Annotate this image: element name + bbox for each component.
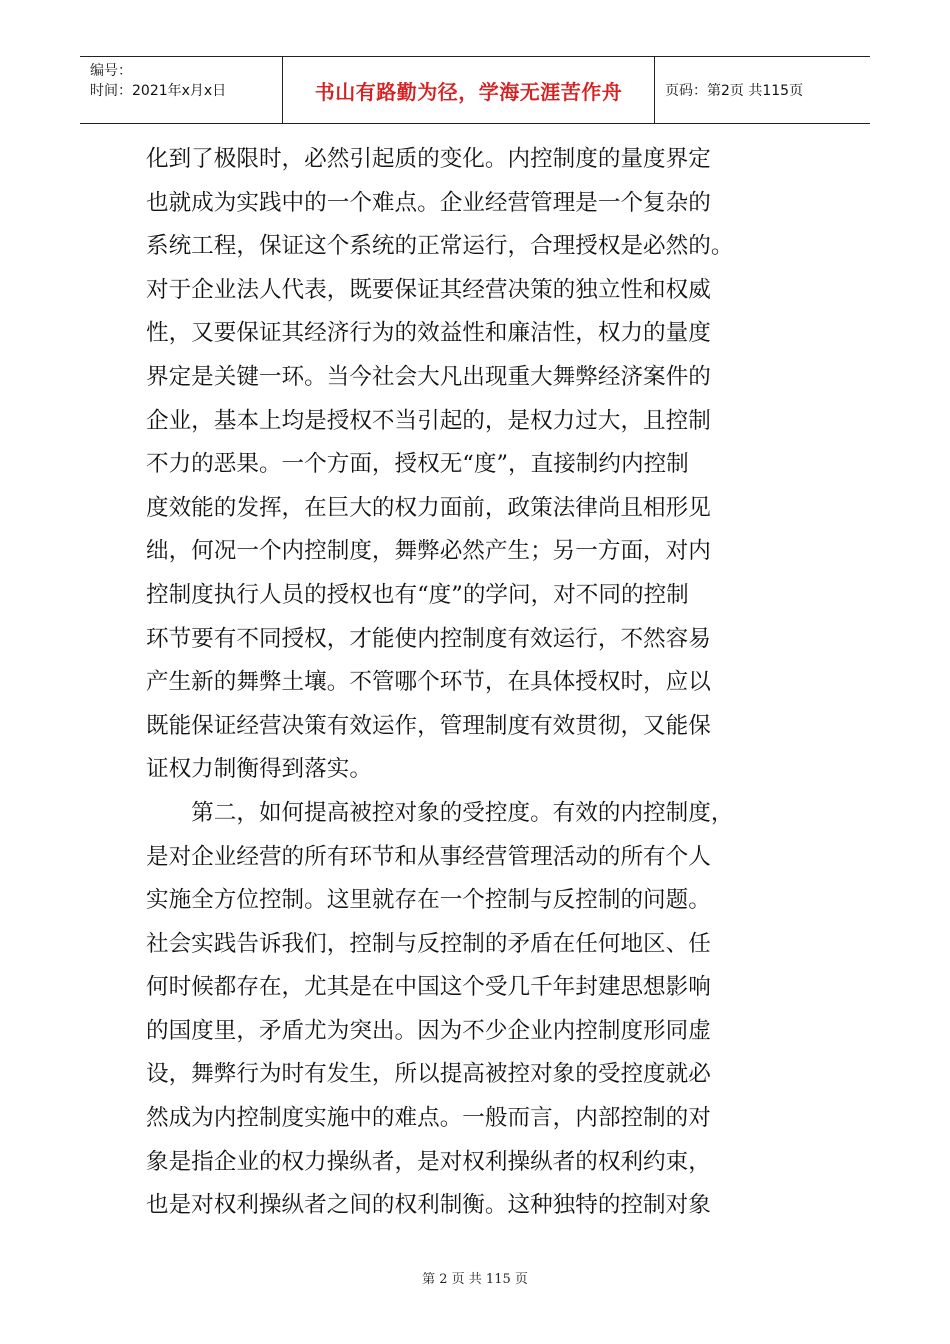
body-line: 控制度执行人员的授权也有“度”的学问，对不同的控制	[146, 581, 689, 608]
body-line: 也就成为实践中的一个难点。企业经营管理是一个复杂的	[146, 189, 711, 216]
body-line: 对于企业法人代表，既要保证其经营决策的独立性和权威	[146, 276, 711, 303]
header-motto: 书山有路勤为径，学海无涯苦作舟	[314, 79, 623, 104]
body-line: 是对企业经营的所有环节和从事经营管理活动的所有个人	[146, 843, 711, 870]
header-page-cell	[655, 57, 870, 123]
body-line: 何时候都存在，尤其是在中国这个受几千年封建思想影响	[146, 974, 711, 1001]
body-line: 性，又要保证其经济行为的效益性和廉洁性，权力的量度	[146, 320, 711, 347]
body-line: 系统工程，保证这个系统的正常运行，合理授权是必然的。	[146, 233, 734, 260]
body-line: 证权力制衡得到落实。	[146, 756, 372, 783]
body-line: 不力的恶果。一个方面，授权无“度”，直接制约内控制	[146, 451, 689, 478]
body-line: 绌，何况一个内控制度，舞弊必然产生；另一方面，对内	[146, 538, 711, 565]
body-line: 的国度里，矛盾尤为突出。因为不少企业内控制度形同虚	[146, 1017, 711, 1044]
body-line: 化到了极限时，必然引起质的变化。内控制度的量度界定	[146, 146, 711, 172]
body-line: 界定是关键一环。当今社会大凡出现重大舞弊经济案件的	[146, 363, 711, 390]
body-line: 然成为内控制度实施中的难点。一般而言，内部控制的对	[146, 1105, 711, 1132]
body-line: 环节要有不同授权，才能使内控制度有效运行，不然容易	[146, 625, 711, 652]
document-body	[146, 138, 806, 1228]
header-motto-cell	[282, 57, 655, 123]
body-line: 企业，基本上均是授权不当引起的，是权力过大，且控制	[146, 407, 711, 434]
body-line: 第二，如何提高被控对象的受控度。有效的内控制度，	[146, 799, 734, 826]
body-line: 度效能的发挥，在巨大的权力面前，政策法律尚且相形见	[146, 494, 711, 521]
body-line: 实施全方位控制。这里就存在一个控制与反控制的问题。	[146, 887, 711, 914]
body-line: 象是指企业的权力操纵者，是对权利操纵者的权利约束，	[146, 1148, 711, 1175]
page-header	[80, 56, 870, 124]
document-time-label: 时间：2021年x月x日	[90, 83, 227, 99]
body-line: 设，舞弊行为时有发生，所以提高被控对象的受控度就必	[146, 1061, 711, 1088]
body-line: 产生新的舞弊土壤。不管哪个环节，在具体授权时，应以	[146, 669, 711, 696]
body-line: 既能保证经营决策有效运作，管理制度有效贯彻，又能保	[146, 712, 711, 739]
body-line: 社会实践告诉我们，控制与反控制的矛盾在任何地区、任	[146, 930, 711, 957]
page-footer: 第 2 页 共 115 页	[422, 1272, 528, 1287]
header-page-info: 页码：第2页 共115页	[665, 83, 804, 99]
document-number-label: 编号：	[90, 63, 132, 79]
header-meta	[80, 57, 282, 123]
body-line: 也是对权利操纵者之间的权利制衡。这种独特的控制对象	[146, 1192, 711, 1219]
